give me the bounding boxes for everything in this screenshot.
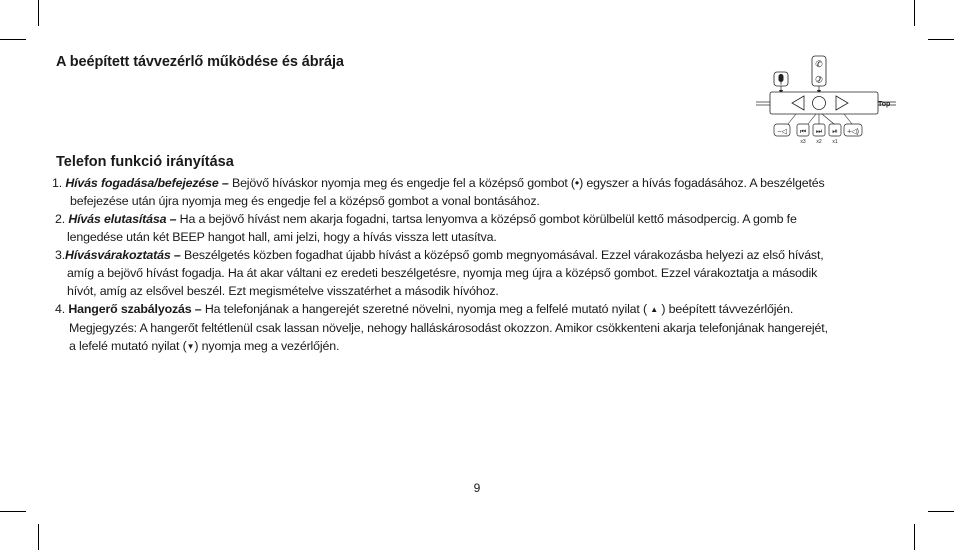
crop-mark xyxy=(38,524,39,550)
item-text: ) beépített távvezérlőjén. xyxy=(658,302,794,316)
previous-track-icon xyxy=(797,124,809,136)
item-text: a lefelé mutató nyilat ( xyxy=(69,339,187,353)
list-item xyxy=(52,174,906,210)
section-heading: Telefon funkció irányítása xyxy=(56,154,234,170)
up-arrow-icon: ▲ xyxy=(650,305,659,314)
volume-up-icon xyxy=(844,124,862,136)
svg-text:✆: ✆ xyxy=(815,74,823,84)
page-title: A beépített távvezérlő működése és ábrája xyxy=(56,54,344,70)
item-number: 4. xyxy=(55,302,66,316)
list-item-line xyxy=(55,302,793,316)
crop-mark xyxy=(914,524,915,550)
item-label: Hívás fogadása/befejezése – xyxy=(65,176,229,190)
item-text: Ha telefonjának a hangerejét szeretné növelni, nyomja meg a felfelé mutató nyilat ( xyxy=(201,302,651,316)
list-item xyxy=(56,300,906,356)
svg-text:−◁: −◁ xyxy=(777,128,787,136)
play-pause-icon xyxy=(829,124,841,136)
item-text-line xyxy=(56,337,906,356)
microphone-icon xyxy=(774,72,788,86)
item-label: Hívásvárakoztatás – xyxy=(65,248,181,262)
svg-text:+◁): +◁) xyxy=(847,128,859,136)
press-count-label: x2 xyxy=(816,139,822,145)
item-text: amíg a bejövő hívást fogadja. Ha át akar váltani ez eredeti beszélgetésre, nyomja meg újra a középső gombot. Ezzel várakoztatja a második xyxy=(67,266,818,280)
item-text: Beszélgetés közben fogadhat újabb hívást a középső gomb megnyomásával. Ezzel várakozásba helyezi az első hívást, xyxy=(180,248,824,262)
crop-mark xyxy=(914,0,915,26)
phone-icon xyxy=(812,56,826,86)
crop-mark xyxy=(928,511,954,512)
down-arrow-icon: ▼ xyxy=(186,342,195,351)
press-count-label: x1 xyxy=(832,139,838,145)
remote-diagram-svg xyxy=(756,54,896,154)
press-count-label: x3 xyxy=(800,139,806,145)
next-track-icon xyxy=(813,124,825,136)
item-text: ) nyomja meg a vezérlőjén. xyxy=(194,339,340,353)
crop-mark xyxy=(38,0,39,26)
item-number: 2. xyxy=(55,212,66,226)
svg-text:⏮: ⏮ xyxy=(799,128,807,136)
remote-control-diagram xyxy=(756,54,896,154)
remote-body xyxy=(770,92,878,114)
volume-down-icon xyxy=(774,124,790,136)
instructions-list xyxy=(52,174,906,356)
list-item-line xyxy=(55,248,824,262)
page-number: 9 xyxy=(473,481,481,495)
svg-text:⏭: ⏭ xyxy=(815,128,823,136)
list-item-line xyxy=(55,212,797,226)
item-note: Megjegyzés: A hangerőt feltétlenül csak lassan növelje, nehogy halláskárosodást okozzon. Amikor csökkenteni akarja telefonjának hangerejét, xyxy=(69,321,828,335)
item-text: Ha a bejövő hívást nem akarja fogadni, tartsa lenyomva a középső gombot körülbelül kettő másodpercig. A gomb fe xyxy=(176,212,797,226)
crop-mark xyxy=(0,511,26,512)
crop-mark xyxy=(0,39,26,40)
top-label: Top xyxy=(878,101,891,108)
list-item-line xyxy=(52,176,825,190)
crop-mark xyxy=(928,39,954,40)
item-text: hívót, amíg az elsővel beszél. Ezt megismételve visszatérhet a második hívóhoz. xyxy=(67,284,499,298)
item-number: 1. xyxy=(52,176,63,190)
item-text: lengedése után két BEEP hangot hall, ami jelzi, hogy a hívás vissza lett utasítva. xyxy=(67,230,497,244)
item-text: Bejövő híváskor nyomja meg és engedje fel a középső gombot (•) egyszer a hívás fogadásához. A beszélgetés xyxy=(228,176,825,190)
item-number: 3. xyxy=(55,248,66,262)
item-label: Hívás elutasítása – xyxy=(68,212,177,226)
svg-text:✆: ✆ xyxy=(815,59,823,69)
list-item xyxy=(56,210,906,246)
list-item xyxy=(56,246,906,300)
svg-text:⏯: ⏯ xyxy=(832,128,838,136)
item-label: Hangerő szabályozás – xyxy=(68,302,202,316)
item-text: befejezése után újra nyomja meg és engedje fel a középső gombot a vonal bontásához. xyxy=(70,194,540,208)
